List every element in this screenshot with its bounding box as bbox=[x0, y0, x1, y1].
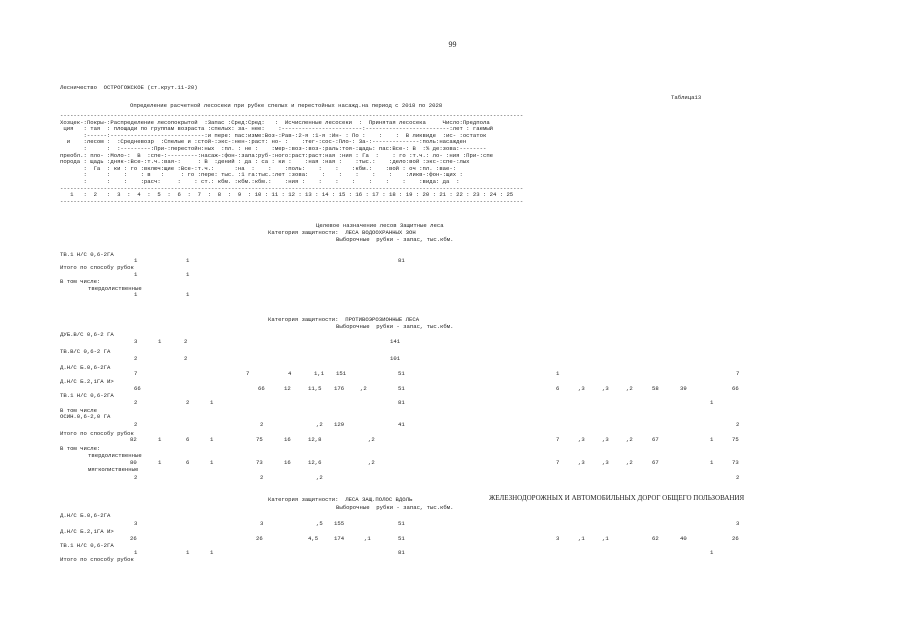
table-cell: ,1 bbox=[364, 535, 371, 542]
forestry-line: Лесничество ОСТРОГОЖСКОЕ (ст.крут.11-20) bbox=[60, 84, 198, 91]
table-cell: 176 bbox=[334, 385, 345, 392]
row-label: Д.Н/С Б.2,1ГА И> bbox=[60, 378, 114, 385]
table-cell: 12,8 bbox=[308, 436, 322, 443]
section-heading: Категория защитности: ЛЕСА ВОДООХРАННЫХ ЗОН bbox=[268, 229, 416, 236]
table-cell: 1 bbox=[134, 257, 138, 264]
table-label: Таблица13 bbox=[671, 94, 702, 101]
table-cell: 11,5 bbox=[308, 385, 322, 392]
table-cell: 26 bbox=[256, 535, 263, 542]
table-cell: 12,6 bbox=[308, 459, 322, 466]
table-cell: 81 bbox=[398, 257, 405, 264]
section-heading: Категория защитности: ЛЕСА ЗАЩ.ПОЛОС ВДОЛЬ bbox=[268, 496, 413, 503]
table-cell: 1 bbox=[158, 436, 162, 443]
table-cell: 1 bbox=[210, 399, 214, 406]
table-cell: 1 bbox=[134, 549, 138, 556]
row-label: В том числе bbox=[60, 407, 97, 414]
table-cell: 1 bbox=[186, 257, 190, 264]
table-cell: 7 bbox=[556, 436, 560, 443]
table-cell: 4 bbox=[288, 370, 292, 377]
category-heading-serif: ЖЕЛЕЗНОДОРОЖНЫХ И АВТОМОБИЛЬНЫХ ДОРОГ ОБЩЕГО ПОЛЬЗОВАНИЯ bbox=[489, 494, 745, 502]
table-cell: 1 bbox=[158, 338, 162, 345]
header-line: порода : щадь :дняк-:Все-:т.ч.:вая-: : В :дений : да : са : ки : :ная :ная : :тыс.: :дело:вой :экс-:спе-:лых bbox=[60, 158, 470, 166]
header-line: :------:----------------------------:и пере: пас:изме:Воз-:Рав-:2-я :1-я :Ин- : По : : : В ликвиде :ис- :остаток bbox=[60, 131, 487, 139]
table-cell: 2 bbox=[134, 355, 138, 362]
header-line: и :лесом : :Средневозр :Спелые и :стой-:экс-:нен-:раст: но- : :тег-:сос-:Пло-: За-:--------------:поль:насажден bbox=[60, 138, 467, 146]
row-label: твердолиственные bbox=[88, 452, 142, 459]
table-cell: 1 bbox=[134, 291, 138, 298]
table-cell: ,2 bbox=[626, 385, 633, 392]
table-cell: ,2 bbox=[368, 436, 375, 443]
table-cell: 151 bbox=[336, 370, 347, 377]
row-label: Д.Н/С Б.2,1ГА И> bbox=[60, 528, 114, 535]
header-line: : : : : в : : го :пере: тыс. :1 га:тыс.:лет :зова: : : : : : :ликв-:фон-:щих : bbox=[60, 171, 463, 179]
table-cell: ,2 bbox=[316, 421, 323, 428]
section-heading: Категория защитности: ПРОТИВОЭРОЗИОННЫЕ ЛЕСА bbox=[268, 316, 420, 323]
table-cell: ,1 bbox=[602, 535, 609, 542]
table-cell: 1 bbox=[186, 291, 190, 298]
row-label: Итого по способу рубок bbox=[60, 264, 134, 271]
header-line: ------------------------------------------------------------------------------------------------------------------------------------------ bbox=[60, 197, 524, 205]
table-cell: 3 bbox=[134, 338, 138, 345]
table-cell: 1 bbox=[710, 549, 714, 556]
table-cell: ,3 bbox=[602, 459, 609, 466]
row-label: твердолиственные bbox=[88, 285, 142, 292]
table-cell: ,2 bbox=[368, 459, 375, 466]
table-cell: 1 bbox=[186, 549, 190, 556]
table-cell: 81 bbox=[398, 399, 405, 406]
table-cell: 7 bbox=[246, 370, 250, 377]
row-label: Д.Н/С Б.0,6-2ГА bbox=[60, 364, 111, 371]
table-cell: 51 bbox=[398, 535, 405, 542]
table-cell: 75 bbox=[256, 436, 263, 443]
table-cell: 174 bbox=[334, 535, 345, 542]
table-cell: ,3 bbox=[602, 436, 609, 443]
header-line: преобл.: пло- :Моло-: В :спе-:---------:насаж-:фон-:запа:руб-:ного:раст:раст:ная :ния : Га : : го :т.ч.: ло- :ния :При-:спе bbox=[60, 151, 494, 159]
header-line: : : : :расч: : : ст.: кбм. :кбм.:кбм.: :ния : : : : : : : :вида: да : bbox=[60, 177, 460, 185]
table-cell: 2 bbox=[184, 338, 188, 345]
table-cell: 3 bbox=[260, 520, 264, 527]
row-label: ДУБ.В/С 0,6-2 ГА bbox=[60, 331, 114, 338]
header-line: ция : тая : площади по группам возраста :спелых: за- нее: :------------------------:-------------------------:лет : гаемый bbox=[60, 125, 494, 133]
table-cell: 41 bbox=[398, 421, 405, 428]
table-cell: 80 bbox=[130, 459, 137, 466]
row-label: Итого по способу рубок bbox=[60, 430, 134, 437]
table-cell: 39 bbox=[680, 385, 687, 392]
table-cell: 73 bbox=[732, 459, 739, 466]
row-label: ТВ.В/С 0,6-2 ГА bbox=[60, 348, 111, 355]
table-cell: 1 bbox=[556, 370, 560, 377]
table-cell: 1 bbox=[210, 459, 214, 466]
table-cell: 82 bbox=[130, 436, 137, 443]
row-label: В том числе: bbox=[60, 278, 101, 285]
section-heading: Целевое назначение лесов Защитные леса bbox=[316, 222, 444, 229]
table-cell: 81 bbox=[398, 549, 405, 556]
page-number: 99 bbox=[448, 40, 457, 49]
header-line: : Га : ки : го :включ:щие :Все-:т.ч.: :на : : :поль: : : :кбм.: :вой : оч :пл. :вае-: bbox=[60, 164, 457, 172]
table-cell: 26 bbox=[732, 535, 739, 542]
table-cell: 73 bbox=[256, 459, 263, 466]
row-label: Д.Н/С Б.0,6-2ГА bbox=[60, 512, 111, 519]
table-cell: 141 bbox=[390, 338, 401, 345]
row-label: ТВ.1 Н/С 0,6-2ГА bbox=[60, 392, 114, 399]
table-cell: 58 bbox=[652, 385, 659, 392]
table-cell: 2 bbox=[736, 474, 740, 481]
table-cell: 2 bbox=[186, 399, 190, 406]
table-cell: ,2 bbox=[626, 459, 633, 466]
table-cell: 16 bbox=[284, 459, 291, 466]
table-cell: 62 bbox=[652, 535, 659, 542]
table-cell: 1 bbox=[210, 436, 214, 443]
table-cell: ,3 bbox=[578, 459, 585, 466]
table-cell: 16 bbox=[284, 436, 291, 443]
table-cell: 1 bbox=[210, 549, 214, 556]
table-cell: 51 bbox=[398, 385, 405, 392]
table-cell: ,2 bbox=[360, 385, 367, 392]
table-cell: 51 bbox=[398, 520, 405, 527]
table-cell: 6 bbox=[186, 459, 190, 466]
table-cell: 2 bbox=[134, 399, 138, 406]
table-cell: 129 bbox=[334, 421, 345, 428]
row-label: Итого по способу рубок bbox=[60, 556, 134, 563]
table-cell: ,3 bbox=[578, 436, 585, 443]
row-label: В том числе: bbox=[60, 445, 101, 452]
table-cell: 51 bbox=[398, 370, 405, 377]
table-cell: ,2 bbox=[316, 474, 323, 481]
table-header bbox=[60, 113, 523, 205]
table-cell: 1 bbox=[710, 399, 714, 406]
row-label: ТВ.1 Н/С 0,6-2ГА bbox=[60, 251, 114, 258]
header-line: Хозцек-:Покры-:Распределение лесопокрытой :Запас :Сред:Сред: : Исчисленные лесосеки : Принятая лесосека Число:Предпола bbox=[60, 118, 490, 126]
header-line: 1 : 2 : 3 : 4 : 5 : 6 : 7 : 8 : 9 : 10 : 11 : 12 : 13 : 14 : 15 : 16 : 17 : 18 : 19 : 20 : 21 : 22 : 23 : 24 : 25 bbox=[60, 191, 514, 199]
row-label: ОСИН.0,6-2,0 ГА bbox=[60, 413, 111, 420]
header-line: : : :---------:При-:перестойн:ных :пл. : не : :мер-:воз-:воз-:раль:тоя-:щадь: пас:Все-: В :% де:зова:-------- bbox=[60, 144, 487, 152]
table-cell: 2 bbox=[134, 421, 138, 428]
table-cell: 1 bbox=[186, 271, 190, 278]
table-cell: 2 bbox=[184, 355, 188, 362]
table-cell: ,5 bbox=[316, 520, 323, 527]
table-cell: 6 bbox=[186, 436, 190, 443]
section-heading: Выборочные рубки - запас, тыс.кбм. bbox=[336, 323, 454, 330]
table-cell: 2 bbox=[260, 421, 264, 428]
row-label: ТВ.1 Н/С 0,6-2ГА bbox=[60, 542, 114, 549]
table-cell: ,3 bbox=[602, 385, 609, 392]
table-cell: 1 bbox=[134, 271, 138, 278]
table-cell: 66 bbox=[134, 385, 141, 392]
section-heading: Выборочные рубки - запас, тыс.кбм. bbox=[336, 236, 454, 243]
table-cell: 3 bbox=[134, 520, 138, 527]
table-cell: 3 bbox=[736, 520, 740, 527]
table-cell: 40 bbox=[680, 535, 687, 542]
table-cell: 75 bbox=[732, 436, 739, 443]
section-heading: Выборочные рубки - запас, тыс.кбм. bbox=[336, 504, 454, 511]
table-cell: 2 bbox=[736, 421, 740, 428]
table-cell: 1 bbox=[710, 459, 714, 466]
header-line: ------------------------------------------------------------------------------------------------------------------------------------------ bbox=[60, 112, 524, 119]
table-cell: 4,5 bbox=[308, 535, 319, 542]
table-cell: ,1 bbox=[578, 535, 585, 542]
table-cell: ,2 bbox=[626, 436, 633, 443]
table-cell: 67 bbox=[652, 459, 659, 466]
table-cell: 1 bbox=[158, 459, 162, 466]
table-cell: 26 bbox=[130, 535, 137, 542]
table-cell: 12 bbox=[284, 385, 291, 392]
row-label: мягколиственные bbox=[88, 466, 139, 473]
table-cell: 1 bbox=[710, 436, 714, 443]
table-cell: 1,1 bbox=[314, 370, 325, 377]
table-cell: 66 bbox=[732, 385, 739, 392]
table-cell: 66 bbox=[258, 385, 265, 392]
table-cell: ,3 bbox=[578, 385, 585, 392]
header-line: ------------------------------------------------------------------------------------------------------------------------------------------ bbox=[60, 184, 524, 192]
table-cell: 7 bbox=[556, 459, 560, 466]
table-cell: 101 bbox=[390, 355, 401, 362]
table-cell: 7 bbox=[736, 370, 740, 377]
table-cell: 3 bbox=[556, 535, 560, 542]
table-cell: 6 bbox=[556, 385, 560, 392]
table-cell: 155 bbox=[334, 520, 345, 527]
table-cell: 2 bbox=[134, 474, 138, 481]
table-cell: 2 bbox=[260, 474, 264, 481]
table-cell: 67 bbox=[652, 436, 659, 443]
table-title: Определение расчетной лесосеки при рубке спелых и перестойных насажд.на период с 2018 по 2028 bbox=[130, 102, 443, 109]
table-cell: 7 bbox=[134, 370, 138, 377]
